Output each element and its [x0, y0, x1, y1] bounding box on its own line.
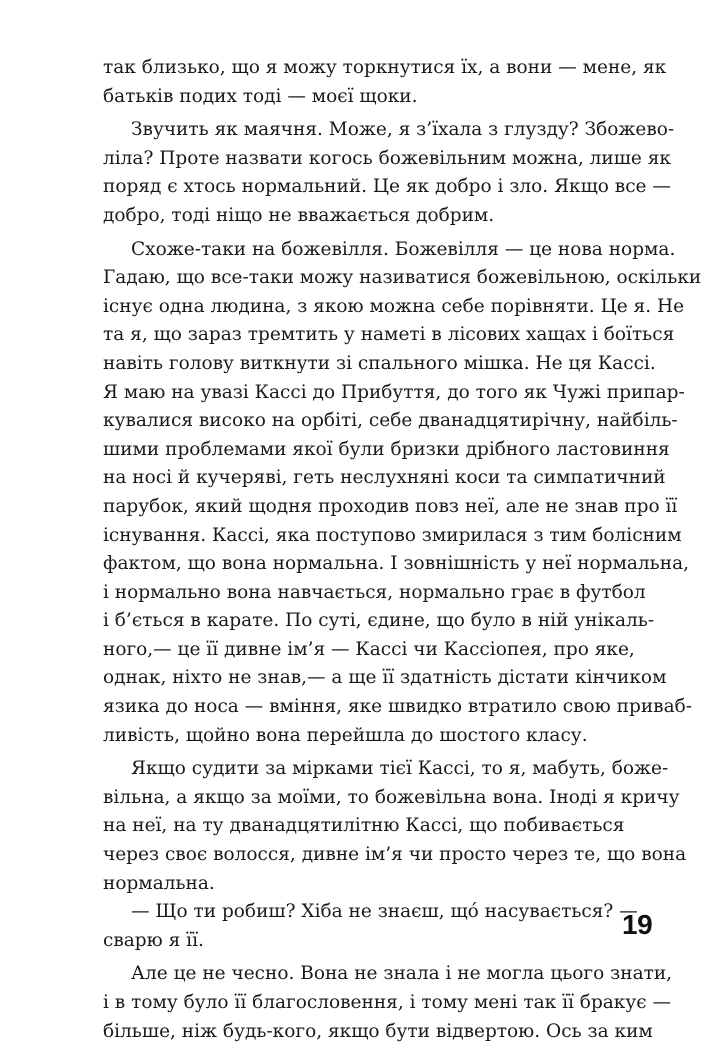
paragraph-1 [103, 54, 667, 111]
text-line: — Що ти робиш? Хіба не знаєш, що́ насувається? — [131, 901, 638, 923]
text-line: язика до носа — вміння, яке швидко втратило свою приваб- [103, 696, 692, 718]
paragraph-2 [103, 116, 675, 230]
text-line: через своє волосся, дивне ім’я чи просто через те, що вона [103, 844, 687, 866]
text-line: поряд є хтось нормальний. Це як добро і зло. Якщо все — [103, 176, 671, 198]
page-number: 19 [622, 909, 653, 940]
text-line: так близько, що я можу торкнутися їх, а вони — мене, як [103, 57, 667, 78]
text-line: добро, тоді ніщо не вважається добрим. [103, 204, 495, 226]
text-line: Якщо судити за мірками тієї Кассі, то я, мабуть, боже- [131, 758, 669, 780]
text-line: навіть голову виткнути зі спального мішка. Не ця Кассі. [103, 352, 656, 374]
text-line: Звучить як маячня. Може, я з’їхала з глузду? Збожево- [131, 119, 675, 141]
text-line: ливість, щойно вона перейшла до шостого класу. [103, 724, 588, 746]
text-line: на неї, на ту дванадцятилітню Кассі, що побивається [103, 815, 625, 837]
text-line: і в тому було її благословення, і тому мені так її бракує — [103, 992, 671, 1013]
text-line: ного,— це її дивне ім’я — Кассі чи Кассіопея, про яке, [103, 638, 635, 660]
text-line: сварю я її. [103, 929, 204, 951]
text-line: батьків подих тоді — моєї щоки. [103, 85, 418, 107]
text-line: Але це не чесно. Вона не знала і не могла цього знати, [131, 963, 673, 985]
text-line: шими проблемами якої були бризки дрібного ластовиння [103, 438, 670, 460]
text-line: ліла? Проте назвати когось божевільним можна, лише як [103, 147, 671, 169]
text-line: Гадаю, що все-таки можу називатися божевільною, оскільки [103, 267, 702, 289]
paragraph-6 [103, 960, 673, 1046]
text-line: на носі й кучеряві, геть неслухняні коси та симпатичний [103, 467, 666, 489]
text-line: вільна, а якщо за моїми, то божевільна вона. Іноді я кричу [103, 786, 680, 808]
text-line: та я, що зараз тремтить у наметі в лісових хащах і боїться [103, 324, 675, 346]
text-line: фактом, що вона нормальна. І зовнішність у неї нормальна, [103, 553, 689, 575]
text-line: кувалися високо на орбіті, себе дванадцятирічну, найбіль- [103, 410, 678, 432]
text-line: нормальна. [103, 872, 215, 894]
text-line: і нормально вона навчається, нормально грає в футбол [103, 581, 646, 603]
text-line: Схоже-таки на божевілля. Божевілля — це нова норма. [131, 238, 676, 260]
text-line: парубок, який щодня проходив повз неї, але не знав про її [103, 495, 678, 517]
text-line: існування. Кассі, яка поступово змирилася з тим болісним [103, 524, 682, 546]
text-line: однак, ніхто не знав,— а ще її здатність дістати кінчиком [103, 667, 667, 689]
paragraph-4 [103, 755, 687, 898]
text-line: і б’ється в карате. По суті, єдине, що було в ній унікаль- [103, 610, 655, 632]
text-line: Я маю на увазі Кассі до Прибуття, до того як Чужі припар- [103, 381, 685, 403]
text-line: більше, ніж будь-кого, якщо бути відвертою. Ось за ким [103, 1020, 653, 1042]
paragraph-3 [103, 236, 702, 751]
text-line: існує одна людина, з якою можна себе порівняти. Це я. Не [103, 295, 685, 317]
